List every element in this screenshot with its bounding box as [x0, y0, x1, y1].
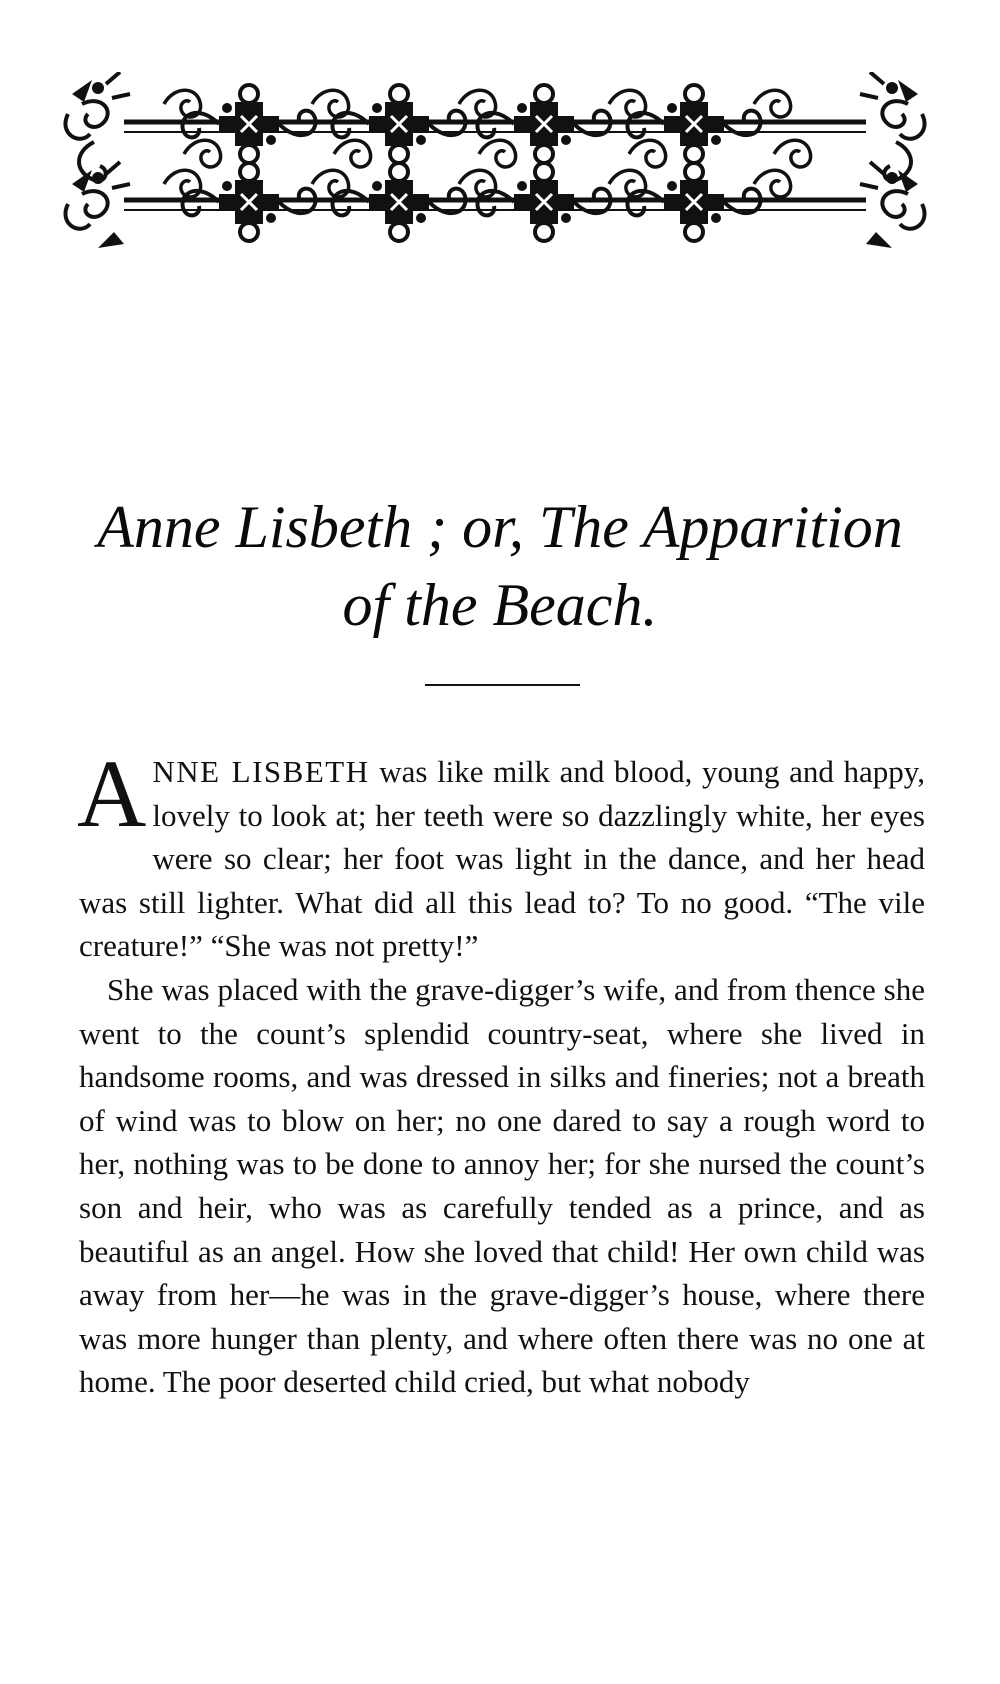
- title-divider: [425, 684, 580, 686]
- lead-caps: NNE LISBETH: [152, 754, 370, 789]
- paragraph-1-text: was like milk and blood, young and happy, lovely to look at; her teeth were so dazzlingly white, her eyes were so clear; her foot was light in the dance, and her head was still lighter. What did all this lead to? To no good. “The vile creature!” “She was not pretty!”: [79, 754, 925, 964]
- drop-cap: A: [77, 740, 147, 847]
- story-body: [77, 740, 925, 1404]
- title-line-1: Anne Lisbeth ; or, The Apparition: [97, 494, 903, 560]
- story-title: [40, 488, 960, 644]
- paragraph-2: She was placed with the grave-digger’s wife, and from thence she went to the count’s splendid country-seat, where she lived in handsome rooms, and was dressed in silks and fineries; not a breath of wind was to blow on her; no one dared to say a rough word to her, nothing was to be done to annoy her; for she nursed the count’s son and heir, who was as carefully tended as a prince, and as beautiful as an angel. How she loved that child! Her own child was away from her—he was in the grave-digger’s house, where there was more hunger than plenty, and where often there was no one at home. The poor deserted child cried, but what nobody: [79, 971, 925, 1400]
- title-line-2: of the Beach.: [342, 572, 658, 638]
- ornamental-header-band: [54, 72, 936, 258]
- scrollwork-ornament-icon: [54, 72, 936, 258]
- paragraph-1: [77, 740, 925, 968]
